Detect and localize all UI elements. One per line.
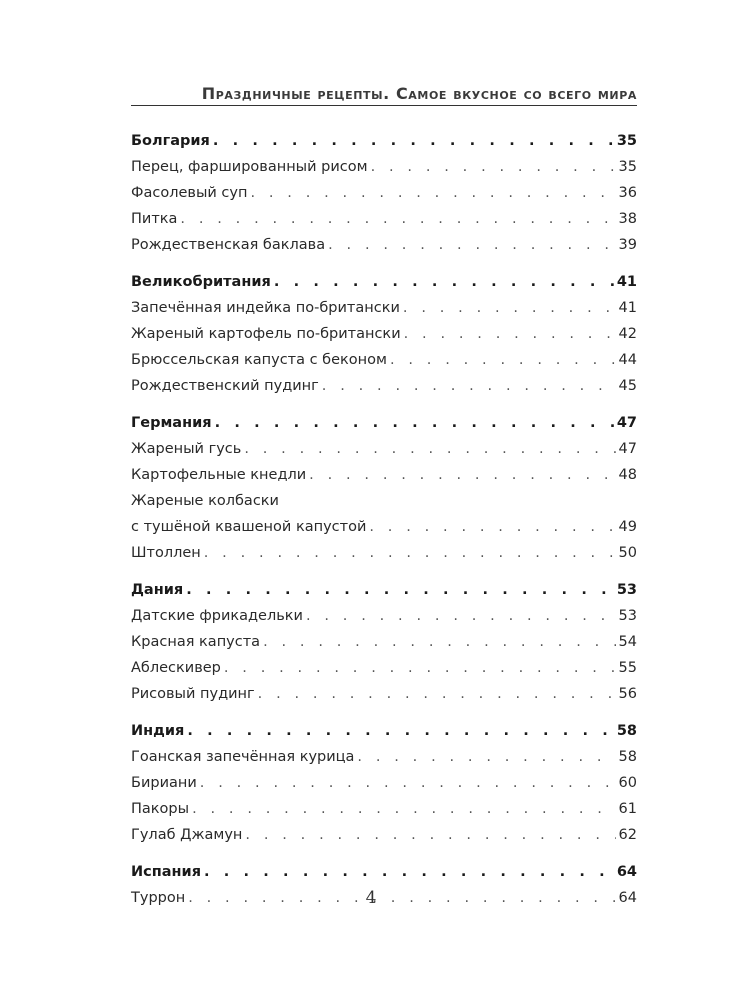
toc-recipe-entry[interactable] (131, 770, 637, 796)
country-page: 41 (616, 274, 637, 290)
toc-recipe-entry[interactable] (131, 681, 637, 707)
toc-recipe-entry[interactable] (131, 232, 637, 258)
recipe-title-continued: с тушёной квашеной капустой (131, 519, 367, 535)
dot-leader (371, 154, 616, 180)
country-title: Индия (131, 723, 185, 739)
toc-recipe-entry[interactable] (131, 629, 637, 655)
recipe-title: Датские фрикадельки (131, 608, 303, 624)
toc-recipe-entry[interactable] (131, 180, 637, 206)
toc-country-entry[interactable] (131, 128, 637, 154)
recipe-title: Гоанская запечённая курица (131, 749, 355, 765)
recipe-page: 38 (618, 211, 637, 227)
toc-section (131, 128, 637, 258)
recipe-page: 45 (618, 378, 637, 394)
dot-leader (258, 681, 616, 707)
toc-recipe-entry[interactable] (131, 603, 637, 629)
country-page: 53 (616, 582, 637, 598)
recipe-page: 44 (618, 352, 637, 368)
toc-section (131, 577, 637, 707)
toc-recipe-entry[interactable] (131, 321, 637, 347)
recipe-page: 41 (618, 300, 637, 316)
dot-leader (180, 206, 615, 232)
recipe-page: 60 (618, 775, 637, 791)
country-title: Дания (131, 582, 184, 598)
recipe-title: Питка (131, 211, 178, 227)
recipe-page: 53 (618, 608, 637, 624)
recipe-title: Рождественская баклава (131, 237, 326, 253)
dot-leader (215, 410, 614, 436)
recipe-title: Жареный гусь (131, 441, 242, 457)
recipe-page: 55 (618, 660, 637, 676)
dot-leader (274, 269, 614, 295)
toc-country-entry[interactable] (131, 859, 637, 885)
toc-country-entry[interactable] (131, 269, 637, 295)
recipe-title: Красная капуста (131, 634, 261, 650)
toc-recipe-entry[interactable] (131, 154, 637, 180)
dot-leader (309, 462, 615, 488)
recipe-title: Запечённая индейка по-британски (131, 300, 400, 316)
table-of-contents (131, 128, 637, 922)
toc-recipe-entry[interactable] (131, 347, 637, 373)
country-page: 64 (616, 864, 637, 880)
dot-leader (306, 603, 616, 629)
toc-section (131, 410, 637, 566)
recipe-page: 56 (618, 686, 637, 702)
recipe-page: 62 (618, 827, 637, 843)
dot-leader (357, 744, 615, 770)
dot-leader (245, 822, 615, 848)
toc-recipe-entry-line2[interactable] (131, 514, 637, 540)
recipe-page: 47 (618, 441, 637, 457)
toc-recipe-entry[interactable] (131, 206, 637, 232)
dot-leader (187, 718, 613, 744)
recipe-page: 48 (618, 467, 637, 483)
toc-recipe-entry[interactable] (131, 796, 637, 822)
dot-leader (224, 655, 616, 681)
recipe-page: 50 (618, 545, 637, 561)
recipe-page: 35 (618, 159, 637, 175)
recipe-title: Рождественский пудинг (131, 378, 319, 394)
dot-leader (200, 770, 616, 796)
recipe-page: 58 (618, 749, 637, 765)
recipe-title: Жареные колбаски (131, 493, 279, 509)
toc-country-entry[interactable] (131, 718, 637, 744)
running-header: Праздничные рецепты. Самое вкусное со всего мира (131, 84, 637, 106)
recipe-title: Бириани (131, 775, 197, 791)
recipe-title: Рисовый пудинг (131, 686, 255, 702)
recipe-title: Штоллен (131, 545, 201, 561)
toc-country-entry[interactable] (131, 410, 637, 436)
toc-recipe-entry[interactable] (131, 436, 637, 462)
recipe-title: Жареный картофель по-британски (131, 326, 401, 342)
country-title: Испания (131, 864, 202, 880)
recipe-page: 49 (618, 519, 637, 535)
recipe-page: 42 (618, 326, 637, 342)
recipe-title: Туррон (131, 890, 186, 906)
recipe-page: 64 (618, 890, 637, 906)
toc-recipe-entry[interactable] (131, 373, 637, 399)
dot-leader (244, 436, 615, 462)
recipe-title: Перец, фаршированный рисом (131, 159, 368, 175)
toc-recipe-entry[interactable] (131, 744, 637, 770)
recipe-page: 61 (618, 801, 637, 817)
dot-leader (204, 859, 614, 885)
dot-leader (322, 373, 616, 399)
toc-recipe-entry[interactable] (131, 540, 637, 566)
page-number: 4 (365, 888, 377, 908)
dot-leader (192, 796, 615, 822)
recipe-title: Фасолевый суп (131, 185, 248, 201)
country-title: Великобритания (131, 274, 271, 290)
dot-leader (250, 180, 615, 206)
dot-leader (263, 629, 615, 655)
recipe-page: 39 (618, 237, 637, 253)
dot-leader (369, 514, 615, 540)
toc-country-entry[interactable] (131, 577, 637, 603)
recipe-title: Гулаб Джамун (131, 827, 243, 843)
toc-recipe-entry[interactable] (131, 295, 637, 321)
country-page: 47 (616, 415, 637, 431)
toc-recipe-entry-line1[interactable] (131, 488, 637, 514)
dot-leader (328, 232, 615, 258)
country-title: Болгария (131, 133, 210, 149)
country-title: Германия (131, 415, 212, 431)
toc-recipe-entry[interactable] (131, 655, 637, 681)
toc-section (131, 718, 637, 848)
recipe-page: 54 (618, 634, 637, 650)
dot-leader (186, 577, 614, 603)
country-page: 58 (616, 723, 637, 739)
dot-leader (404, 321, 616, 347)
recipe-page: 36 (618, 185, 637, 201)
recipe-title: Аблескивер (131, 660, 221, 676)
country-page: 35 (616, 133, 637, 149)
toc-recipe-entry[interactable] (131, 462, 637, 488)
recipe-title: Картофельные кнедли (131, 467, 307, 483)
toc-section (131, 269, 637, 399)
toc-recipe-entry[interactable] (131, 822, 637, 848)
dot-leader (403, 295, 616, 321)
dot-leader (213, 128, 614, 154)
recipe-title: Брюссельская капуста с беконом (131, 352, 387, 368)
dot-leader (390, 347, 616, 373)
dot-leader (204, 540, 616, 566)
recipe-title: Пакоры (131, 801, 190, 817)
